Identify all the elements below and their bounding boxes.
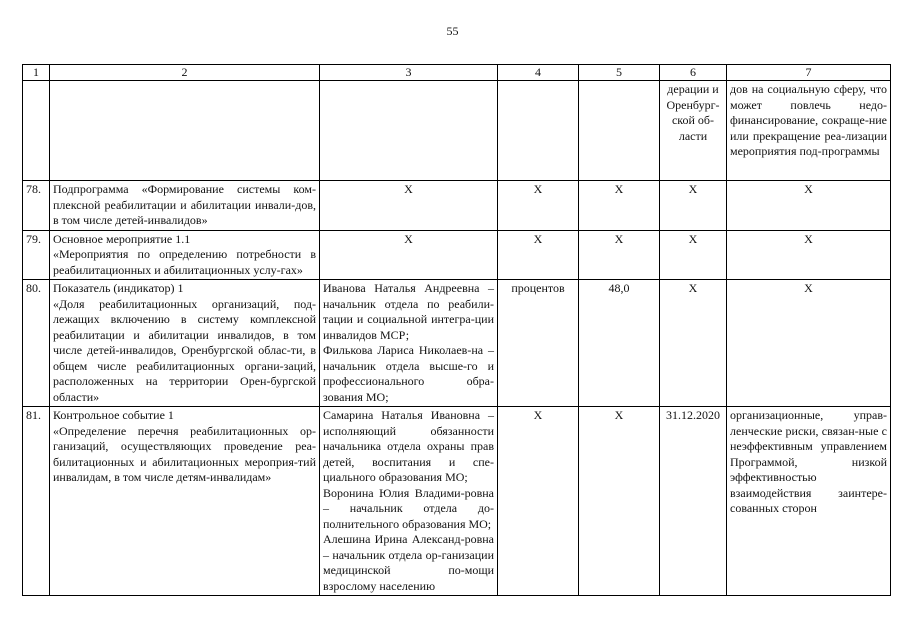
column-numbers-row xyxy=(23,65,891,81)
row-risk: X xyxy=(727,280,891,407)
row-responsible: X xyxy=(320,230,498,280)
table-row xyxy=(23,280,891,407)
row-number: 78. xyxy=(23,181,50,231)
row-unit: X xyxy=(498,407,579,596)
row-date: X xyxy=(660,280,727,407)
column-number: 5 xyxy=(579,65,660,81)
row-value: 48,0 xyxy=(579,280,660,407)
row-name: Контрольное событие 1 «Определение перечня реабилитационных ор-ганизаций, осуществляющих проведение реа-билитационных и абилитационных мероприя-тий инвалидам, в том числе детям-инвалидам» xyxy=(50,407,320,596)
row-number: 81. xyxy=(23,407,50,596)
continuation-cell-6: дерации и Оренбург-ской об-ласти xyxy=(660,81,727,181)
row-name: Подпрограмма «Формирование системы ком-плексной реабилитации и абилитации инвали-дов, в том числе детей-инвалидов» xyxy=(50,181,320,231)
row-unit: X xyxy=(498,230,579,280)
row-risk: организационные, управ-ленческие риски, связан-ные с неэффективным управлением Программой, низкой эффективностью взаимодействия заинтере-сованных сторон xyxy=(727,407,891,596)
row-date: X xyxy=(660,230,727,280)
row-responsible: X xyxy=(320,181,498,231)
row-responsible: Иванова Наталья Андреевна – начальник отдела по реабили-тации и социальной интегра-ции инвалидов МСР; Филькова Лариса Николаев-на – начальник отдела высше-го и профессионального обра-зования МО; xyxy=(320,280,498,407)
row-date: X xyxy=(660,181,727,231)
row-value: X xyxy=(579,230,660,280)
column-number: 3 xyxy=(320,65,498,81)
page-number: 55 xyxy=(446,24,459,38)
table-row xyxy=(23,181,891,231)
plan-table xyxy=(22,64,891,596)
row-date: 31.12.2020 xyxy=(660,407,727,596)
row-name: Показатель (индикатор) 1 «Доля реабилитационных организаций, под-лежащих включению в систему комплексной реабилитации и абилитации инвалидов, в том числе детей-инвалидов, Оренбургской облас-ти, в общем числе реабилитационных органи-заций, расположенных на территории Орен-бургской области» xyxy=(50,280,320,407)
continuation-row xyxy=(23,81,891,181)
row-unit: процентов xyxy=(498,280,579,407)
row-risk: X xyxy=(727,181,891,231)
row-number: 80. xyxy=(23,280,50,407)
column-number: 7 xyxy=(727,65,891,81)
row-risk: X xyxy=(727,230,891,280)
column-number: 4 xyxy=(498,65,579,81)
row-number: 79. xyxy=(23,230,50,280)
column-number: 6 xyxy=(660,65,727,81)
column-number: 1 xyxy=(23,65,50,81)
row-name: Основное мероприятие 1.1 «Мероприятия по определению потребности в реабилитационных и абилитационных услу-гах» xyxy=(50,230,320,280)
table-row xyxy=(23,407,891,596)
row-unit: X xyxy=(498,181,579,231)
row-value: X xyxy=(579,181,660,231)
column-number: 2 xyxy=(50,65,320,81)
table-row xyxy=(23,230,891,280)
row-value: X xyxy=(579,407,660,596)
continuation-cell-7: дов на социальную сферу, что может повлечь недо-финансирование, сокраще-ние или прекращение реа-лизации мероприятия под-программы xyxy=(727,81,891,181)
row-responsible: Самарина Наталья Ивановна – исполняющий обязанности начальника отдела охраны прав детей, воспитания и спе-циального образования МО; Воронина Юлия Владими-ровна – начальник отдела до-полнительного образования МО; Алешина Ирина Александ-ровна – начальник отдела ор-ганизации медицинской по-мощи взрослому населению xyxy=(320,407,498,596)
